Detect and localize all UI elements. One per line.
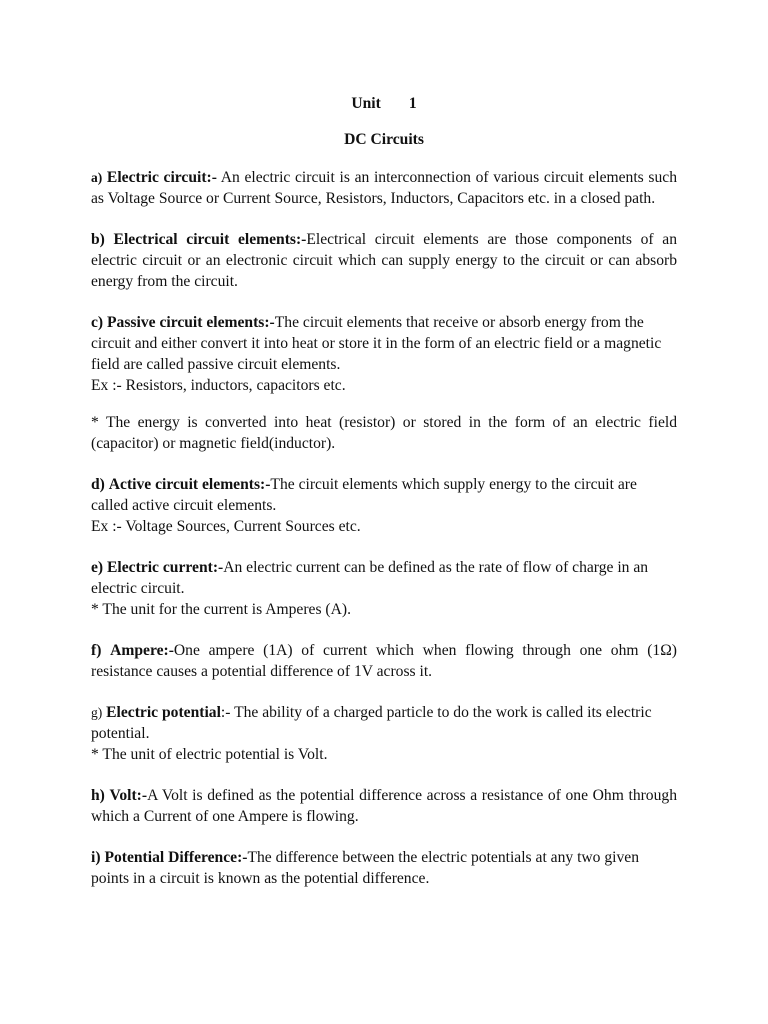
section-example: * The unit of electric potential is Volt. — [91, 746, 328, 763]
unit-heading — [91, 93, 677, 114]
section-letter: a) — [91, 170, 103, 185]
section-text: The circuit elements that receive or absorb energy from the circuit and either convert it into heat or store it in the form of an electric field or a magnetic field are called passive circuit elements. — [91, 314, 662, 373]
section-electrical-circuit-elements — [91, 229, 677, 292]
section-term: Potential Difference:- — [104, 849, 248, 866]
energy-note: * The energy is converted into heat (resistor) or stored in the form of an electric field (capacitor) or magnetic field(inductor). — [91, 414, 677, 452]
section-electric-circuit — [91, 167, 677, 209]
section-text: A Volt is defined as the potential difference across a resistance of one Ohm through which a Current of one Ampere is flowing. — [91, 787, 677, 825]
section-text: Electrical circuit elements are those components of an electric circuit or an electronic circuit which can supply energy to the circuit or can absorb energy from the circuit. — [91, 231, 677, 290]
section-term: Electric current:- — [107, 559, 224, 576]
section-term: Electric circuit:- — [106, 169, 217, 186]
section-text: The difference between the electric potentials at any two given points in a circuit is known as the potential difference. — [91, 849, 640, 887]
section-letter: b) — [91, 231, 105, 248]
section-letter: f) — [91, 642, 102, 659]
page-title: DC Circuits — [344, 131, 424, 148]
section-example: Ex :- Resistors, inductors, capacitors etc. — [91, 377, 346, 394]
section-letter: e) — [91, 559, 104, 576]
section-text: The circuit elements which supply energy to the circuit are called active circuit elements. — [91, 476, 637, 514]
section-text: An electric circuit is an interconnection of various circuit elements such as Voltage Source or Current Source, Resistors, Inductors, Capacitors etc. in a closed path. — [91, 169, 677, 207]
section-term: Active circuit elements:- — [108, 476, 271, 493]
section-term: Ampere:- — [110, 642, 174, 659]
section-example: * The unit for the current is Amperes (A). — [91, 601, 351, 618]
section-passive-circuit-elements — [91, 312, 677, 396]
section-letter: i) — [91, 849, 101, 866]
document-page — [91, 93, 677, 909]
section-letter: h) — [91, 787, 105, 804]
section-potential-difference — [91, 847, 677, 889]
section-text: An electric current can be defined as the rate of flow of charge in an electric circuit. — [91, 559, 649, 597]
section-electric-potential — [91, 702, 677, 765]
section-term: Passive circuit elements:- — [107, 314, 275, 331]
section-volt — [91, 785, 677, 827]
section-text: :- The ability of a charged particle to do the work is called its electric potential. — [91, 704, 652, 742]
unit-number: 1 — [408, 95, 417, 112]
unit-label: Unit — [351, 95, 381, 112]
section-term: Electric potential — [106, 704, 221, 721]
section-letter: d) — [91, 476, 105, 493]
section-ampere — [91, 640, 677, 682]
section-letter: c) — [91, 314, 104, 331]
section-text: One ampere (1A) of current which when flowing through one ohm (1Ω) resistance causes a potential difference of 1V across it. — [91, 642, 677, 680]
section-term: Electrical circuit elements:- — [113, 231, 307, 248]
section-term: Volt:- — [109, 787, 148, 804]
section-example: Ex :- Voltage Sources, Current Sources etc. — [91, 518, 361, 535]
section-electric-current — [91, 557, 677, 620]
section-letter: g) — [91, 705, 103, 720]
section-active-circuit-elements — [91, 474, 677, 537]
